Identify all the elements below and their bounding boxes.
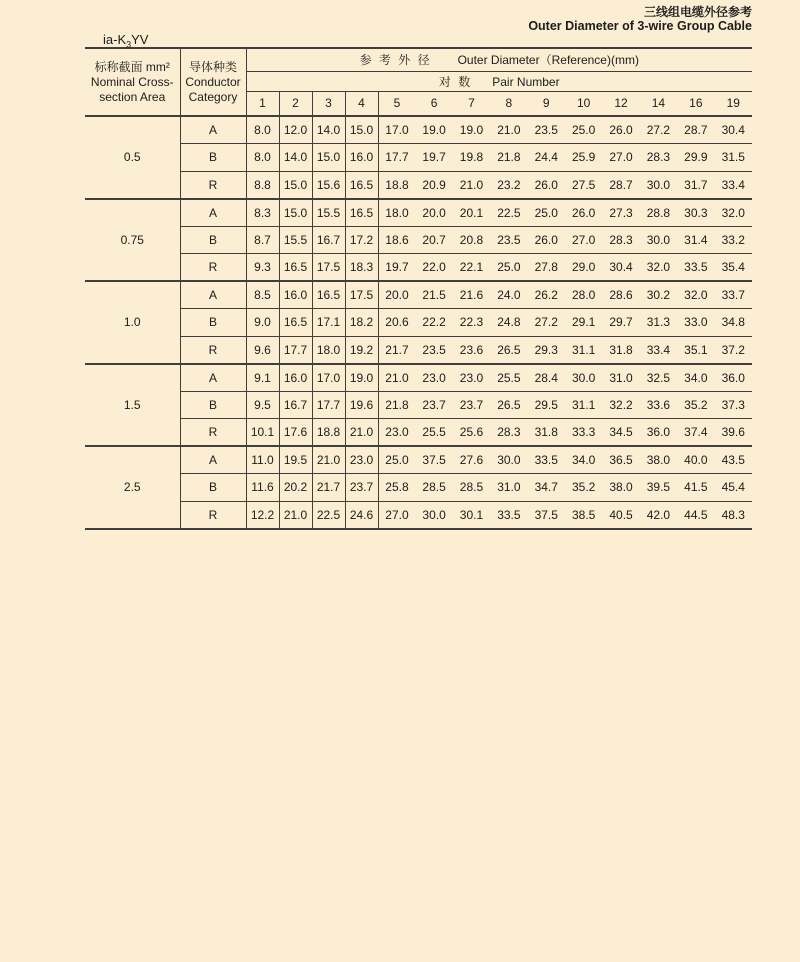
pair-number-header: 10 (565, 91, 602, 116)
diameter-value-cell: 18.3 (345, 254, 378, 282)
table-row (85, 226, 752, 254)
diameter-value-cell: 28.7 (677, 116, 714, 144)
diameter-value-cell: 21.0 (312, 446, 345, 474)
diameter-value-cell: 20.0 (415, 199, 452, 227)
diameter-value-cell: 28.8 (640, 199, 677, 227)
diameter-value-cell: 17.1 (312, 309, 345, 337)
diameter-value-cell: 38.5 (565, 501, 602, 529)
diameter-value-cell: 30.0 (565, 364, 602, 392)
diameter-value-cell: 16.0 (279, 364, 312, 392)
diameter-value-cell: 29.7 (602, 309, 639, 337)
diameter-value-cell: 33.3 (565, 419, 602, 447)
diameter-value-cell: 14.0 (279, 144, 312, 172)
table-row (85, 474, 752, 502)
diameter-value-cell: 19.0 (345, 364, 378, 392)
col-header-line: Nominal Cross- (90, 74, 174, 89)
diameter-value-cell: 22.5 (312, 501, 345, 529)
pair-number-header: 4 (345, 91, 378, 116)
diameter-value-cell: 25.0 (528, 199, 565, 227)
diameter-value-cell: 23.5 (415, 336, 452, 364)
diameter-value-cell: 27.6 (453, 446, 490, 474)
diameter-value-cell: 15.0 (345, 116, 378, 144)
diameter-value-cell: 23.0 (453, 364, 490, 392)
pair-number-header: 6 (415, 91, 452, 116)
diameter-value-cell: 33.5 (528, 446, 565, 474)
diameter-value-cell: 26.2 (528, 281, 565, 309)
conductor-category-cell: A (180, 199, 246, 227)
table-row (85, 116, 752, 144)
diameter-value-cell: 26.0 (528, 226, 565, 254)
diameter-value-cell: 8.0 (246, 144, 279, 172)
pair-number-header: 16 (677, 91, 714, 116)
table-row (85, 281, 752, 309)
diameter-value-cell: 34.7 (528, 474, 565, 502)
diameter-value-cell: 48.3 (715, 501, 753, 529)
diameter-value-cell: 31.7 (677, 171, 714, 199)
diameter-value-cell: 17.7 (378, 144, 415, 172)
pair-number-header: 9 (528, 91, 565, 116)
diameter-value-cell: 9.0 (246, 309, 279, 337)
diameter-value-cell: 31.3 (640, 309, 677, 337)
col-header-line: Category (188, 89, 238, 104)
col-header-line: 标称截面 mm² (94, 59, 170, 74)
diameter-value-cell: 31.4 (677, 226, 714, 254)
cross-section-area-cell: 1.0 (85, 281, 180, 364)
diameter-value-cell: 11.0 (246, 446, 279, 474)
col-header-outer-diameter (246, 48, 752, 71)
diameter-value-cell: 37.3 (715, 391, 753, 419)
diameter-value-cell: 27.0 (378, 501, 415, 529)
diameter-value-cell: 28.7 (602, 171, 639, 199)
diameter-value-cell: 16.7 (279, 391, 312, 419)
pair-number-header: 8 (490, 91, 527, 116)
diameter-value-cell: 34.8 (715, 309, 753, 337)
diameter-value-cell: 36.0 (640, 419, 677, 447)
diameter-value-cell: 23.0 (345, 446, 378, 474)
diameter-value-cell: 19.7 (415, 144, 452, 172)
cross-section-area-cell: 2.5 (85, 446, 180, 529)
pair-number-header: 1 (246, 91, 279, 116)
diameter-value-cell: 33.4 (640, 336, 677, 364)
diameter-value-cell: 16.5 (312, 281, 345, 309)
diameter-value-cell: 40.0 (677, 446, 714, 474)
diameter-value-cell: 25.5 (490, 364, 527, 392)
diameter-value-cell: 10.1 (246, 419, 279, 447)
diameter-value-cell: 39.5 (640, 474, 677, 502)
header-row-1 (85, 48, 752, 71)
diameter-value-cell: 19.8 (453, 144, 490, 172)
diameter-value-cell: 43.5 (715, 446, 753, 474)
conductor-category-cell: B (180, 226, 246, 254)
diameter-value-cell: 17.7 (279, 336, 312, 364)
diameter-value-cell: 29.1 (565, 309, 602, 337)
diameter-value-cell: 9.6 (246, 336, 279, 364)
cross-section-area-cell: 1.5 (85, 364, 180, 447)
diameter-value-cell: 29.9 (677, 144, 714, 172)
diameter-value-cell: 25.9 (565, 144, 602, 172)
diameter-value-cell: 20.0 (378, 281, 415, 309)
pair-number-header: 2 (279, 91, 312, 116)
diameter-value-cell: 35.2 (677, 391, 714, 419)
diameter-value-cell: 30.4 (715, 116, 753, 144)
page-title-chinese: 三线组电缆外径参考 (643, 5, 752, 19)
col-header-line: 导体种类 (188, 59, 237, 74)
diameter-value-cell: 15.0 (279, 171, 312, 199)
diameter-value-cell: 15.5 (312, 199, 345, 227)
pair-number-header: 12 (602, 91, 639, 116)
diameter-value-cell: 15.0 (312, 144, 345, 172)
pair-number-label-zh: 对 数 (438, 74, 473, 89)
diameter-value-cell: 19.0 (415, 116, 452, 144)
diameter-value-cell: 17.2 (345, 226, 378, 254)
diameter-value-cell: 37.5 (528, 501, 565, 529)
pair-number-header: 14 (640, 91, 677, 116)
diameter-value-cell: 21.0 (345, 419, 378, 447)
diameter-value-cell: 31.0 (602, 364, 639, 392)
diameter-value-cell: 22.5 (490, 199, 527, 227)
diameter-value-cell: 30.0 (415, 501, 452, 529)
conductor-category-cell: A (180, 281, 246, 309)
diameter-value-cell: 33.5 (677, 254, 714, 282)
diameter-value-cell: 26.0 (528, 171, 565, 199)
diameter-value-cell: 12.2 (246, 501, 279, 529)
diameter-value-cell: 12.0 (279, 116, 312, 144)
diameter-value-cell: 25.5 (415, 419, 452, 447)
diameter-value-cell: 27.2 (528, 309, 565, 337)
diameter-value-cell: 31.1 (565, 336, 602, 364)
cross-section-area-cell: 0.75 (85, 199, 180, 282)
table-row (85, 171, 752, 199)
diameter-value-cell: 26.5 (490, 391, 527, 419)
diameter-value-cell: 20.7 (415, 226, 452, 254)
diameter-value-cell: 30.0 (640, 226, 677, 254)
diameter-value-cell: 21.5 (415, 281, 452, 309)
model-suffix: YV (131, 32, 149, 47)
diameter-value-cell: 32.0 (677, 281, 714, 309)
diameter-value-cell: 40.5 (602, 501, 639, 529)
diameter-value-cell: 22.3 (453, 309, 490, 337)
cable-model-label (103, 32, 800, 50)
diameter-value-cell: 37.2 (715, 336, 753, 364)
diameter-value-cell: 23.5 (490, 226, 527, 254)
diameter-value-cell: 21.6 (453, 281, 490, 309)
diameter-value-cell: 16.5 (279, 254, 312, 282)
diameter-value-cell: 24.0 (490, 281, 527, 309)
diameter-value-cell: 30.4 (602, 254, 639, 282)
diameter-value-cell: 18.0 (312, 336, 345, 364)
table-row (85, 336, 752, 364)
diameter-value-cell: 32.0 (640, 254, 677, 282)
table-row (85, 254, 752, 282)
diameter-value-cell: 21.0 (279, 501, 312, 529)
diameter-value-cell: 23.2 (490, 171, 527, 199)
pair-number-header: 3 (312, 91, 345, 116)
diameter-value-cell: 22.1 (453, 254, 490, 282)
diameter-value-cell: 8.8 (246, 171, 279, 199)
diameter-value-cell: 23.0 (378, 419, 415, 447)
diameter-value-cell: 29.0 (565, 254, 602, 282)
diameter-value-cell: 16.0 (279, 281, 312, 309)
diameter-value-cell: 19.7 (378, 254, 415, 282)
diameter-value-cell: 28.4 (528, 364, 565, 392)
diameter-value-cell: 30.2 (640, 281, 677, 309)
diameter-value-cell: 44.5 (677, 501, 714, 529)
diameter-value-cell: 20.8 (453, 226, 490, 254)
diameter-value-cell: 24.4 (528, 144, 565, 172)
diameter-value-cell: 15.5 (279, 226, 312, 254)
conductor-category-cell: A (180, 116, 246, 144)
conductor-category-cell: R (180, 336, 246, 364)
diameter-value-cell: 30.0 (490, 446, 527, 474)
diameter-value-cell: 19.6 (345, 391, 378, 419)
diameter-value-cell: 25.8 (378, 474, 415, 502)
diameter-value-cell: 16.7 (312, 226, 345, 254)
table-row (85, 364, 752, 392)
diameter-value-cell: 29.3 (528, 336, 565, 364)
diameter-value-cell: 31.0 (490, 474, 527, 502)
outer-diameter-label-zh: 参 考 外 径 (359, 53, 432, 68)
diameter-value-cell: 18.2 (345, 309, 378, 337)
conductor-category-cell: R (180, 501, 246, 529)
diameter-value-cell: 34.5 (602, 419, 639, 447)
diameter-value-cell: 8.0 (246, 116, 279, 144)
pair-number-label-en: Pair Number (492, 74, 560, 89)
diameter-value-cell: 21.7 (312, 474, 345, 502)
diameter-value-cell: 27.5 (565, 171, 602, 199)
col-header-conductor-category (180, 48, 246, 116)
diameter-value-cell: 38.0 (602, 474, 639, 502)
diameter-value-cell: 9.1 (246, 364, 279, 392)
diameter-value-cell: 18.6 (378, 226, 415, 254)
conductor-category-cell: R (180, 171, 246, 199)
diameter-value-cell: 17.5 (312, 254, 345, 282)
diameter-value-cell: 33.2 (715, 226, 753, 254)
diameter-value-cell: 34.0 (677, 364, 714, 392)
diameter-value-cell: 21.8 (378, 391, 415, 419)
pair-number-header: 19 (715, 91, 753, 116)
diameter-value-cell: 24.6 (345, 501, 378, 529)
col-header-nominal-cross-section (85, 48, 180, 116)
table-row (85, 419, 752, 447)
diameter-value-cell: 37.5 (415, 446, 452, 474)
diameter-value-cell: 21.7 (378, 336, 415, 364)
diameter-value-cell: 22.2 (415, 309, 452, 337)
diameter-value-cell: 17.0 (312, 364, 345, 392)
diameter-value-cell: 33.4 (715, 171, 753, 199)
diameter-value-cell: 33.0 (677, 309, 714, 337)
diameter-value-cell: 32.5 (640, 364, 677, 392)
diameter-value-cell: 19.5 (279, 446, 312, 474)
diameter-value-cell: 23.5 (528, 116, 565, 144)
diameter-value-cell: 25.0 (490, 254, 527, 282)
diameter-value-cell: 15.6 (312, 171, 345, 199)
diameter-value-cell: 39.6 (715, 419, 753, 447)
diameter-value-cell: 38.0 (640, 446, 677, 474)
diameter-value-cell: 33.5 (490, 501, 527, 529)
diameter-value-cell: 15.0 (279, 199, 312, 227)
diameter-value-cell: 33.7 (715, 281, 753, 309)
diameter-value-cell: 27.0 (565, 226, 602, 254)
table-row (85, 199, 752, 227)
diameter-value-cell: 31.1 (565, 391, 602, 419)
table-row (85, 309, 752, 337)
diameter-value-cell: 23.6 (453, 336, 490, 364)
table-row (85, 501, 752, 529)
diameter-value-cell: 19.2 (345, 336, 378, 364)
col-header-line: section Area (99, 89, 166, 104)
diameter-value-cell: 23.7 (453, 391, 490, 419)
diameter-value-cell: 36.0 (715, 364, 753, 392)
col-header-line: Conductor (185, 74, 241, 89)
diameter-value-cell: 37.4 (677, 419, 714, 447)
diameter-value-cell: 16.5 (345, 199, 378, 227)
diameter-value-cell: 28.3 (602, 226, 639, 254)
conductor-category-cell: A (180, 446, 246, 474)
diameter-value-cell: 21.0 (453, 171, 490, 199)
diameter-value-cell: 31.8 (528, 419, 565, 447)
diameter-value-cell: 23.7 (345, 474, 378, 502)
conductor-category-cell: B (180, 309, 246, 337)
col-header-pair-number (246, 71, 752, 91)
outer-diameter-label-en: Outer Diameter（Reference)(mm) (457, 53, 639, 68)
diameter-value-cell: 18.8 (312, 419, 345, 447)
pair-number-header: 5 (378, 91, 415, 116)
diameter-value-cell: 35.1 (677, 336, 714, 364)
model-prefix: ia-K (103, 32, 127, 47)
diameter-value-cell: 9.3 (246, 254, 279, 282)
diameter-value-cell: 28.5 (453, 474, 490, 502)
conductor-category-cell: B (180, 391, 246, 419)
diameter-value-cell: 17.7 (312, 391, 345, 419)
diameter-value-cell: 19.0 (453, 116, 490, 144)
conductor-category-cell: B (180, 474, 246, 502)
diameter-value-cell: 16.5 (345, 171, 378, 199)
diameter-value-cell: 20.1 (453, 199, 490, 227)
diameter-value-cell: 25.0 (378, 446, 415, 474)
diameter-value-cell: 21.0 (490, 116, 527, 144)
model-subscript: 3 (126, 39, 132, 50)
diameter-value-cell: 22.0 (415, 254, 452, 282)
diameter-value-cell: 16.0 (345, 144, 378, 172)
diameter-value-cell: 27.2 (640, 116, 677, 144)
diameter-value-cell: 28.3 (640, 144, 677, 172)
table-row (85, 391, 752, 419)
page-header (0, 0, 800, 33)
diameter-value-cell: 14.0 (312, 116, 345, 144)
diameter-value-cell: 8.7 (246, 226, 279, 254)
diameter-value-cell: 32.2 (602, 391, 639, 419)
diameter-value-cell: 16.5 (279, 309, 312, 337)
diameter-value-cell: 20.9 (415, 171, 452, 199)
diameter-value-cell: 29.5 (528, 391, 565, 419)
diameter-value-cell: 32.0 (715, 199, 753, 227)
diameter-value-cell: 41.5 (677, 474, 714, 502)
diameter-value-cell: 20.2 (279, 474, 312, 502)
conductor-category-cell: R (180, 254, 246, 282)
diameter-value-cell: 34.0 (565, 446, 602, 474)
diameter-value-cell: 17.5 (345, 281, 378, 309)
diameter-value-cell: 18.8 (378, 171, 415, 199)
conductor-category-cell: A (180, 364, 246, 392)
diameter-value-cell: 17.0 (378, 116, 415, 144)
page-title-english: Outer Diameter of 3-wire Group Cable (528, 19, 752, 33)
diameter-value-cell: 45.4 (715, 474, 753, 502)
diameter-value-cell: 25.0 (565, 116, 602, 144)
diameter-value-cell: 20.6 (378, 309, 415, 337)
diameter-value-cell: 26.0 (602, 116, 639, 144)
outer-diameter-table (85, 47, 752, 530)
diameter-value-cell: 42.0 (640, 501, 677, 529)
diameter-value-cell: 30.3 (677, 199, 714, 227)
diameter-value-cell: 27.0 (602, 144, 639, 172)
conductor-category-cell: R (180, 419, 246, 447)
diameter-value-cell: 23.0 (415, 364, 452, 392)
diameter-value-cell: 30.1 (453, 501, 490, 529)
conductor-category-cell: B (180, 144, 246, 172)
diameter-value-cell: 25.6 (453, 419, 490, 447)
diameter-value-cell: 9.5 (246, 391, 279, 419)
diameter-value-cell: 11.6 (246, 474, 279, 502)
diameter-value-cell: 8.5 (246, 281, 279, 309)
diameter-value-cell: 27.3 (602, 199, 639, 227)
diameter-value-cell: 36.5 (602, 446, 639, 474)
diameter-value-cell: 28.6 (602, 281, 639, 309)
table-row (85, 446, 752, 474)
diameter-value-cell: 26.5 (490, 336, 527, 364)
diameter-value-cell: 17.6 (279, 419, 312, 447)
diameter-value-cell: 18.0 (378, 199, 415, 227)
diameter-value-cell: 33.6 (640, 391, 677, 419)
diameter-value-cell: 35.2 (565, 474, 602, 502)
diameter-value-cell: 26.0 (565, 199, 602, 227)
diameter-value-cell: 21.0 (378, 364, 415, 392)
diameter-value-cell: 21.8 (490, 144, 527, 172)
diameter-value-cell: 24.8 (490, 309, 527, 337)
diameter-value-cell: 31.8 (602, 336, 639, 364)
diameter-value-cell: 30.0 (640, 171, 677, 199)
diameter-value-cell: 27.8 (528, 254, 565, 282)
diameter-value-cell: 31.5 (715, 144, 753, 172)
diameter-value-cell: 35.4 (715, 254, 753, 282)
diameter-value-cell: 23.7 (415, 391, 452, 419)
diameter-value-cell: 28.0 (565, 281, 602, 309)
table-row (85, 144, 752, 172)
diameter-value-cell: 28.5 (415, 474, 452, 502)
pair-number-header: 7 (453, 91, 490, 116)
diameter-value-cell: 28.3 (490, 419, 527, 447)
cross-section-area-cell: 0.5 (85, 116, 180, 199)
diameter-value-cell: 8.3 (246, 199, 279, 227)
